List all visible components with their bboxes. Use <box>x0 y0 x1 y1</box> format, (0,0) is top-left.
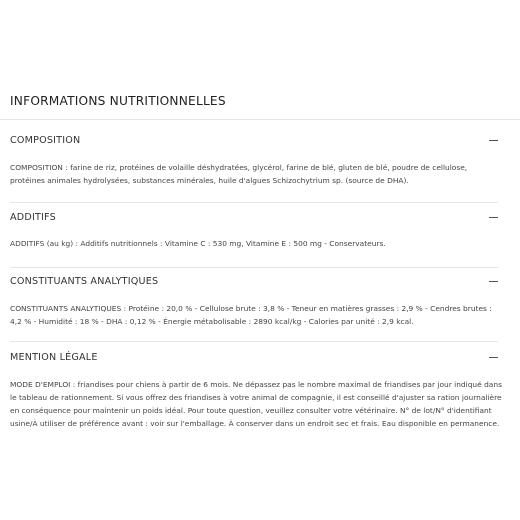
section-title: CONSTITUANTS ANALYTIQUES <box>10 276 159 287</box>
accordion-header-composition[interactable] <box>10 135 498 151</box>
accordion-header-constituants[interactable] <box>10 276 498 292</box>
composition-text: COMPOSITION : farine de riz, protéines de volaille déshydratées, glycérol, farine de blé, gluten de blé, poudre de cellulose, protéines animales hydrolysées, substances minérales, huile d'algues Schizochytrium sp. (source de DHA). <box>10 163 468 185</box>
minus-icon <box>489 281 498 282</box>
section-title: COMPOSITION <box>10 135 81 146</box>
section-title: MENTION LÉGALE <box>10 352 98 363</box>
section-divider <box>10 202 498 203</box>
additifs-text: ADDITIFS (au kg) : Additifs nutritionnels : Vitamine C : 530 mg, Vitamine E : 500 mg - Conservateurs. <box>10 239 386 248</box>
section-title: ADDITIFS <box>10 212 56 223</box>
constituants-text: CONSTITUANTS ANALYTIQUES : Protéine : 20,0 % - Cellulose brute : 3,8 % - Teneur en matières grasses : 2,9 % - Cendres brutes : 4,2 % - Humidité : 18 % - DHA : 0,12 % - Énergie métabolisable : 2890 kcal/kg - Calories par unité : 2,9 kcal. <box>10 304 492 326</box>
mention-legale-text: MODE D'EMPLOI : friandises pour chiens à partir de 6 mois. Ne dépassez pas le nombre maximal de friandises par jour indiqué dans le tableau de rationnement. Si vous offrez des friandises à votre animal de compagnie, il est conseillé d'ajuster sa ration journalière en conséquence pour maintenir un poids idéal. Pour toute question, veuillez consulter votre vétérinaire. N° de lot/N° d'identifiant usine/À utiliser de préférence avant : voir sur l'emballage. À conserver dans un endroit sec et frais. Eau disponible en permanence. <box>10 380 502 428</box>
minus-icon <box>489 357 498 358</box>
page-title: INFORMATIONS NUTRITIONNELLES <box>10 94 226 108</box>
title-divider <box>0 119 520 120</box>
section-divider <box>10 267 498 268</box>
section-divider <box>10 341 498 342</box>
minus-icon <box>489 140 498 141</box>
accordion-header-additifs[interactable] <box>10 212 498 228</box>
accordion-header-mention-legale[interactable] <box>10 352 498 368</box>
minus-icon <box>489 217 498 218</box>
